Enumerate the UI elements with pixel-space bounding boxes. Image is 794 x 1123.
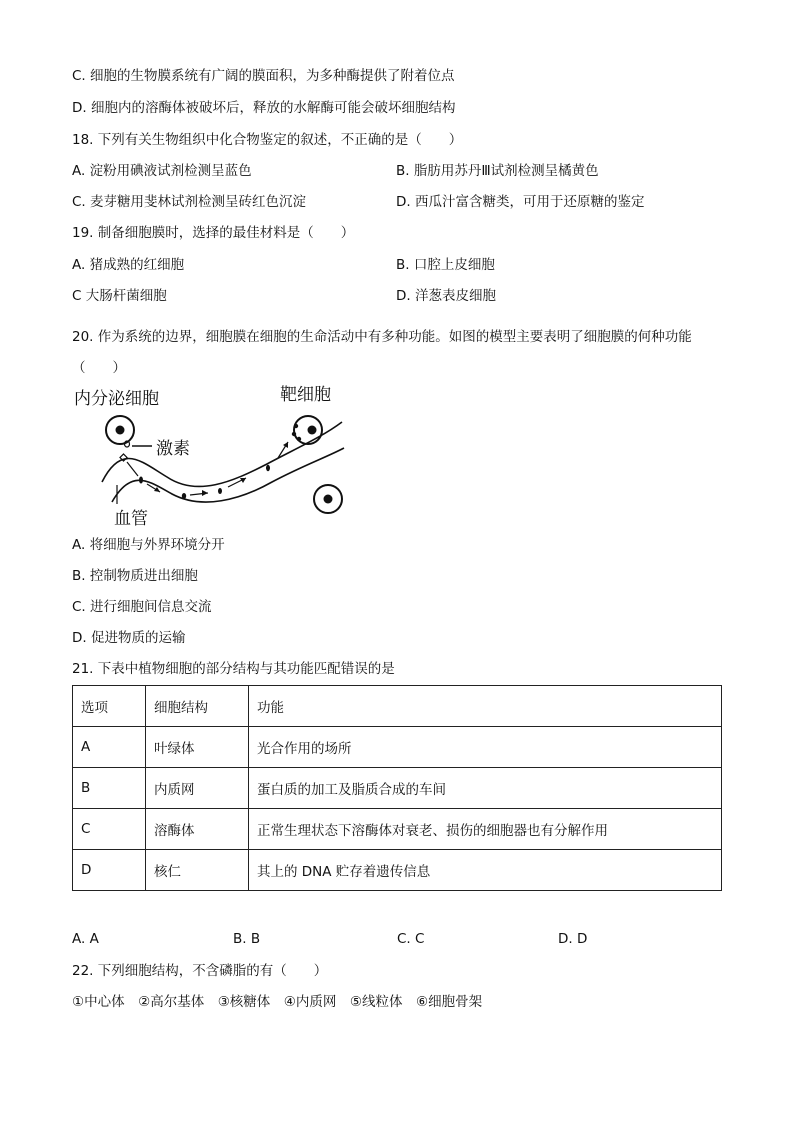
table-cell: C (73, 809, 146, 850)
table-header-row (73, 686, 722, 727)
q19-stem: 19. 制备细胞膜时，选择的最佳材料是（ ） (72, 225, 355, 241)
label-target-cell: 靶细胞 (280, 385, 331, 405)
blood-vessel-icon (102, 422, 344, 504)
structure-function-table (72, 685, 722, 891)
q20-option-b: B. 控制物质进出细胞 (72, 568, 198, 584)
q20-option-c: C. 进行细胞间信息交流 (72, 599, 212, 615)
endocrine-cell-icon (106, 416, 134, 444)
table-cell: D (73, 850, 146, 891)
table-header-cell: 选项 (73, 686, 146, 727)
other-cell-icon (314, 485, 342, 513)
q18-option-b: B. 脂肪用苏丹Ⅲ试剂检测呈橘黄色 (396, 163, 599, 179)
table-cell: 蛋白质的加工及脂质合成的车间 (249, 768, 722, 809)
q21-answer-a: A. A (72, 931, 99, 947)
table-row (73, 727, 722, 768)
q22-stem: 22. 下列细胞结构，不含磷脂的有（ ） (72, 963, 328, 979)
table-cell: 其上的 DNA 贮存着遗传信息 (249, 850, 722, 891)
q17-option-d: D. 细胞内的溶酶体被破坏后，释放的水解酶可能会破坏细胞结构 (72, 100, 456, 116)
q18-option-a: A. 淀粉用碘液试剂检测呈蓝色 (72, 163, 252, 179)
table-header-cell: 功能 (249, 686, 722, 727)
table-row (73, 850, 722, 891)
table-cell: A (73, 727, 146, 768)
q22-items: ①中心体 ②高尔基体 ③核糖体 ④内质网 ⑤线粒体 ⑥细胞骨架 (72, 994, 483, 1010)
table-cell: 溶酶体 (146, 809, 249, 850)
table-cell: B (73, 768, 146, 809)
q20-stem: 20. 作为系统的边界，细胞膜在细胞的生命活动中有多种功能。如图的模型主要表明了细胞膜的何种功能 (72, 329, 692, 345)
table-cell: 叶绿体 (146, 727, 249, 768)
table-cell: 核仁 (146, 850, 249, 891)
label-endocrine-cell: 内分泌细胞 (74, 389, 159, 409)
q20-option-a: A. 将细胞与外界环境分开 (72, 537, 225, 553)
q20-paren: （ ） (72, 360, 126, 376)
q21-stem: 21. 下表中植物细胞的部分结构与其功能匹配错误的是 (72, 661, 395, 677)
q21-answer-c: C. C (397, 931, 425, 947)
q19-option-d: D. 洋葱表皮细胞 (396, 288, 496, 304)
q18-option-c: C. 麦芽糖用斐林试剂检测呈砖红色沉淀 (72, 194, 307, 210)
table-cell: 正常生理状态下溶酶体对衰老、损伤的细胞器也有分解作用 (249, 809, 722, 850)
q19-option-b: B. 口腔上皮细胞 (396, 257, 495, 273)
q17-option-c: C. 细胞的生物膜系统有广阔的膜面积，为多种酶提供了附着位点 (72, 68, 455, 84)
table-row (73, 768, 722, 809)
label-hormone: 激素 (156, 439, 190, 459)
q21-answer-b: B. B (233, 931, 261, 947)
table-row (73, 809, 722, 850)
hormone-pathway (120, 442, 288, 499)
table-cell: 内质网 (146, 768, 249, 809)
table-header-cell: 细胞结构 (146, 686, 249, 727)
table-cell: 光合作用的场所 (249, 727, 722, 768)
q19-option-a: A. 猪成熟的红细胞 (72, 257, 185, 273)
q20-option-d: D. 促进物质的运输 (72, 630, 186, 646)
q19-option-c: C 大肠杆菌细胞 (72, 288, 167, 304)
target-cell-icon (292, 416, 322, 444)
q21-answer-d: D. D (558, 931, 588, 947)
cell-signaling-figure (72, 382, 352, 532)
label-blood-vessel: 血管 (114, 509, 148, 529)
q18-option-d: D. 西瓜汁富含糖类，可用于还原糖的鉴定 (396, 194, 645, 210)
q18-stem: 18. 下列有关生物组织中化合物鉴定的叙述，不正确的是（ ） (72, 132, 463, 148)
